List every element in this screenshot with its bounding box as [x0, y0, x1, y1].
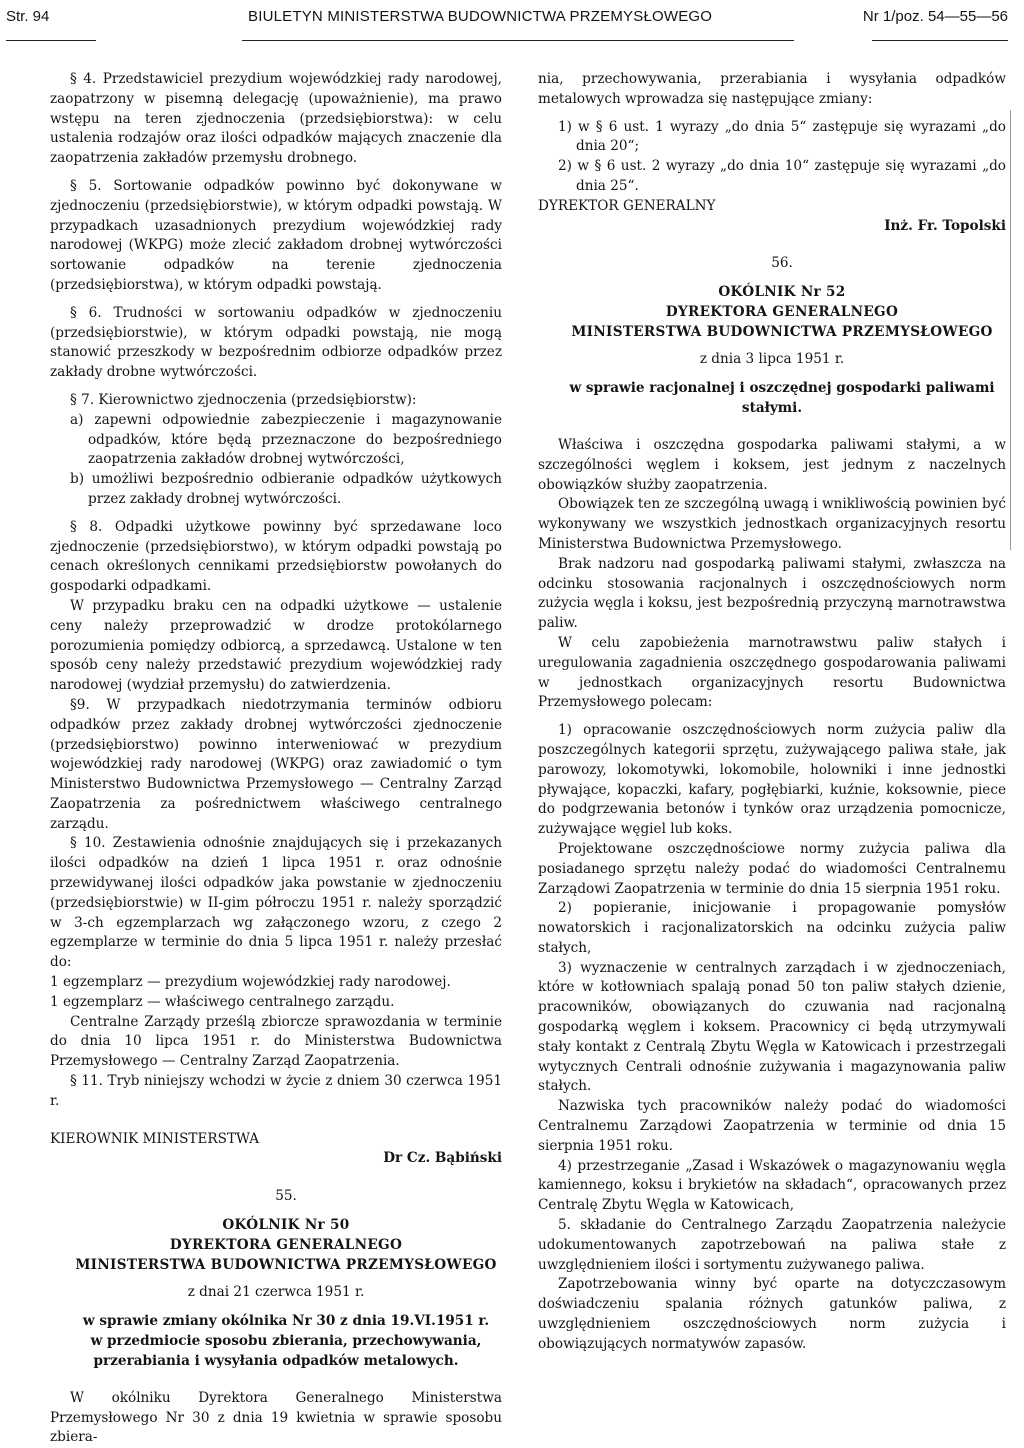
- paragraph-4: § 4. Przedstawiciel prezydium wojewódzkiej rady narodowej, zaopatrzony w pisemną delegację (upoważnienie), ma prawo wstępu na teren zjednoczenia (przedsiębiorstwa): w celu ustalenia rodzajów oraz ilości odpadków mających znaczenie dla zaopatrzenia zakładów przemysłu drobnego.: [50, 71, 502, 167]
- circular-50-ministry: MINISTERSTWA BUDOWNICTWA PRZEMYSŁOWEGO: [75, 1257, 497, 1274]
- item-1: 1) opracowanie oszczędnościowych norm zużycia paliw dla poszczególnych kategorii sprzętu, zużywającego paliwa stałe, jak parowozy, lokomotywki, lokomobile, holowniki i inne jednostki pływające, kopaczki, kafary, pogłębiarki, kuźnie, koksownie, piece do podgrzewania betonów i tynków oraz urządzenia pomocnicze, zużywające węgiel lub koks.: [538, 722, 1006, 838]
- signature-name: Dr Cz. Bąbiński: [383, 1150, 502, 1167]
- change-1: 1) w § 6 ust. 1 wyrazy „do dnia 5“ zastępuje się wyrazami „do dnia 20“;: [558, 118, 1006, 155]
- body-paragraph-1: Właściwa i oszczędna gospodarka paliwami stałymi, a w szczególności węglem i koksem, jest jednym z naczelnych obowiązków służby zaopatrzenia.: [538, 436, 1006, 493]
- signature-title: KIEROWNIK MINISTERSTWA: [50, 1130, 260, 1147]
- body-paragraph-4: W celu zapobieżenia marnotrawstwu paliw stałych i uregulowania zagadnienia oszczędnego gospodarowania paliwami w jednostkach organizacyjnych resortu Budownictwa Przemysłowego polecam:: [538, 634, 1006, 711]
- body-paragraph-2: Obowiązek ten ze szczególną uwagą i wnikliwością powinien być wykonywany we wszystkich jednostkach organizacyjnych resortu Ministerstwa Budownictwa Przemysłowego.: [538, 496, 1006, 552]
- continuation-text: nia, przechowywania, przerabiania i wysyłania odpadków metalowych wprowadza się następujące zmiany:: [538, 71, 1006, 107]
- page-header: [6, 8, 1008, 30]
- paragraph-9: §9. W przypadkach niedotrzymania terminów odbioru odpadków przez zakłady drobnej wytwórczości zjednoczenie (przedsiębiorstwo) powinno interweniować w prezydium wojewódzkiej rady narodowej (WKPG) oraz zawiadomić o tym Ministerstwo Budownictwa Przemysłowego — Centralny Zarząd Zaopatrzenia za pośrednictwem właściwego centralnego zarządu.: [50, 696, 502, 832]
- circular-52-subject: w sprawie racjonalnej i oszczędnej gospodarki paliwami stałymi.: [569, 379, 995, 416]
- item-3: 3) wyznaczenie w centralnych zarządach i w zjednoczeniach, które w kotłowniach spalają ponad 50 ton paliw stałych dzienie, pracowników, obowiązanych do czuwania nad racjonalną gospodarką węglem i koksem. Pracownicy ci będą utrzymywali stały kontakt z Centralą Zbytu Węgla w Katowicach i przestrzegali wytycznych Centrali odnośnie zużywania i magazynowania paliw stałych.: [538, 959, 1006, 1095]
- circular-50-date: z dnai 21 czerwca 1951 r.: [187, 1284, 365, 1301]
- paragraph-7b: b) umożliwi bezpośrednio odbieranie odpadków użytkowych przez zakłady drobnej wytwórczości.: [70, 471, 502, 507]
- circular-52-date: z dnia 3 lipca 1951 r.: [699, 351, 845, 368]
- header-rule: [872, 40, 1008, 41]
- paragraph-8: § 8. Odpadki użytkowe powinny być sprzedawane loco zjednoczenie (przedsiębiorstwo), w którym odpadki powstają po cenach określonych cennikami przedsiębiorstw powołanych do gospodarki odpadkami.: [50, 518, 502, 595]
- circular-52-ministry: MINISTERSTWA BUDOWNICTWA PRZEMYSŁOWEGO: [571, 324, 993, 341]
- item-5-note: Zapotrzebowania winny być oparte na dotyczczasowym doświadczeniu spalania różnych gatunków paliwa, z uwzględnieniem oszczędnościowych norm zużycia i obowiązujących normatywów zapasów.: [538, 1276, 1006, 1352]
- page-number: Str. 94: [6, 8, 50, 25]
- director-title: DYREKTOR GENERALNY: [538, 197, 716, 214]
- publication-title: BIULETYN MINISTERSTWA BUDOWNICTWA PRZEMYSŁOWEGO: [248, 8, 713, 25]
- header-rule: [242, 40, 794, 41]
- margin-line: [1010, 110, 1011, 550]
- circular-50-subject-1: w sprawie zmiany okólnika Nr 30 z dnia 19.VI.1951 r.: [82, 1312, 490, 1329]
- director-name: Inż. Fr. Topolski: [884, 217, 1006, 234]
- paragraph-11: § 11. Tryb niniejszy wchodzi w życie z dniem 30 czerwca 1951 r.: [50, 1073, 502, 1109]
- item-1-note: Projektowane oszczędnościowe normy zużycia paliwa dla posiadanego sprzętu należy podać do wiadomości Centralnemu Zarządowi Zaopatrzenia w terminie do dnia 15 sierpnia 1951 roku.: [538, 840, 1006, 897]
- circular-50-body: W okólniku Dyrektora Generalnego Ministerstwa Przemysłowego Nr 30 z dnia 19 kwietnia w sprawie sposobu zbiera-: [50, 1389, 502, 1446]
- item-2: 2) popieranie, inicjowanie i propagowanie pomysłów nowatorskich i racjonalizatorskich na odcinku zużycia paliw stałych,: [538, 900, 1006, 956]
- item-number-56: 56.: [771, 255, 793, 272]
- circular-50-issuer: DYREKTORA GENERALNEGO: [169, 1237, 403, 1254]
- change-2: 2) w § 6 ust. 2 wyrazy „do dnia 10“ zastępuje się wyrazami „do dnia 25“.: [558, 158, 1006, 194]
- recipient-2: 1 egzemplarz — właściwego centralnego zarządu.: [50, 993, 395, 1010]
- paragraph-6: § 6. Trudności w sortowaniu odpadków w zjednoczeniu (przedsiębiorstwie), w którym odpadki powstają, nie mogą stanowić przeszkody w bezpośrednim odbiorze odpadków przez zakłady drobne wytwórczości.: [50, 304, 502, 381]
- header-rule: [6, 40, 96, 41]
- item-5: 5. składanie do Centralnego Zarządu Zaopatrzenia należycie udokumentowanych zapotrzebowań na paliwa stałe z uwzględnieniem ilości i sortymentu zużywanego paliwa.: [538, 1217, 1006, 1273]
- paragraph-10c: Centralne Zarządy prześlą zbiorcze sprawozdania w terminie do dnia 10 lipca 1951 r. do Ministerstwa Budownictwa Przemysłowego — Centralny Zarząd Zaopatrzenia.: [50, 1013, 502, 1070]
- paragraph-7a: a) zapewni odpowiednie zabezpieczenie i magazynowanie odpadków, które będą przeznaczone do bezpośredniego zaopatrzenia zakładów drobnej wytwórczości,: [70, 411, 502, 468]
- circular-52-title: OKÓLNIK Nr 52: [718, 284, 846, 301]
- recipient-1: 1 egzemplarz — prezydium wojewódzkiej rady narodowej.: [50, 974, 451, 991]
- body-paragraph-3: Brak nadzoru nad gospodarką paliwami stałymi, zwłaszcza na odcinku stosowania racjonalnych i oszczędnościowych norm zużycia węgla i koksu, jest bezpośrednią przyczyną marnotrawstwa paliw.: [538, 555, 1006, 632]
- circular-50-title: OKÓLNIK Nr 50: [222, 1217, 350, 1234]
- paragraph-8b: W przypadku braku cen na odpadki użytkowe — ustalenie ceny należy przeprowadzić w drodze protokólarnego porozumienia pomiędzy odbiorcą, a sprzedawcą. Ustalone w ten sposób ceny należy przedstawić prezydium wojewódzkiej rady narodowej (wydział przemysłu) do zatwierdzenia.: [50, 597, 502, 694]
- item-4: 4) przestrzeganie „Zasad i Wskazówek o magazynowaniu węgla kamiennego, koksu i brykietów na składach“, opracowanych przez Centralę Zbytu Węgla w Katowicach,: [538, 1157, 1006, 1214]
- issue-number: Nr 1/poz. 54—55—56: [862, 8, 1008, 25]
- paragraph-5: § 5. Sortowanie odpadków powinno być dokonywane w zjednoczeniu (przedsiębiorstwie), w którym odpadki powstają. W przypadkach uzasadnionych prezydium wojewódzkiej rady narodowej (WKPG) może zlecić zakładom drobnej wytwórczości sortowanie odpadków na terenie zjednoczenia (przedsiębiorstwa), w którym odpadki powstają.: [50, 177, 502, 293]
- item-number-55: 55.: [275, 1188, 297, 1205]
- circular-50-subject-2: w przedmiocie sposobu zbierania, przechowywania, przerabiania i wysyłania odpadków metalowych.: [90, 1332, 482, 1369]
- left-column: [50, 70, 502, 1448]
- right-column: [538, 70, 1006, 1355]
- circular-52-issuer: DYREKTORA GENERALNEGO: [665, 304, 899, 321]
- item-3-note: Nazwiska tych pracowników należy podać do wiadomości Centralnemu Zarządowi Zaopatrzenia w terminie od dnia 15 sierpnia 1951 roku.: [538, 1098, 1006, 1154]
- paragraph-7: § 7. Kierownictwo zjednoczenia (przedsiębiorstw):: [70, 391, 417, 408]
- paragraph-10: § 10. Zestawienia odnośnie znajdujących się i przekazanych ilości odpadków na dzień 1 lipca 1951 r. oraz odnośnie przewidywanej ilości odpadków jaka powstanie w zjednoczeniu (przedsiębiorstwie) w II-gim półroczu 1951 r. należy sporządzić w 3-ch egzemplarzach wg załączonego wzoru, z czego 2 egzemplarze w terminie do dnia 5 lipca 1951 r. należy przesłać do:: [50, 835, 502, 971]
